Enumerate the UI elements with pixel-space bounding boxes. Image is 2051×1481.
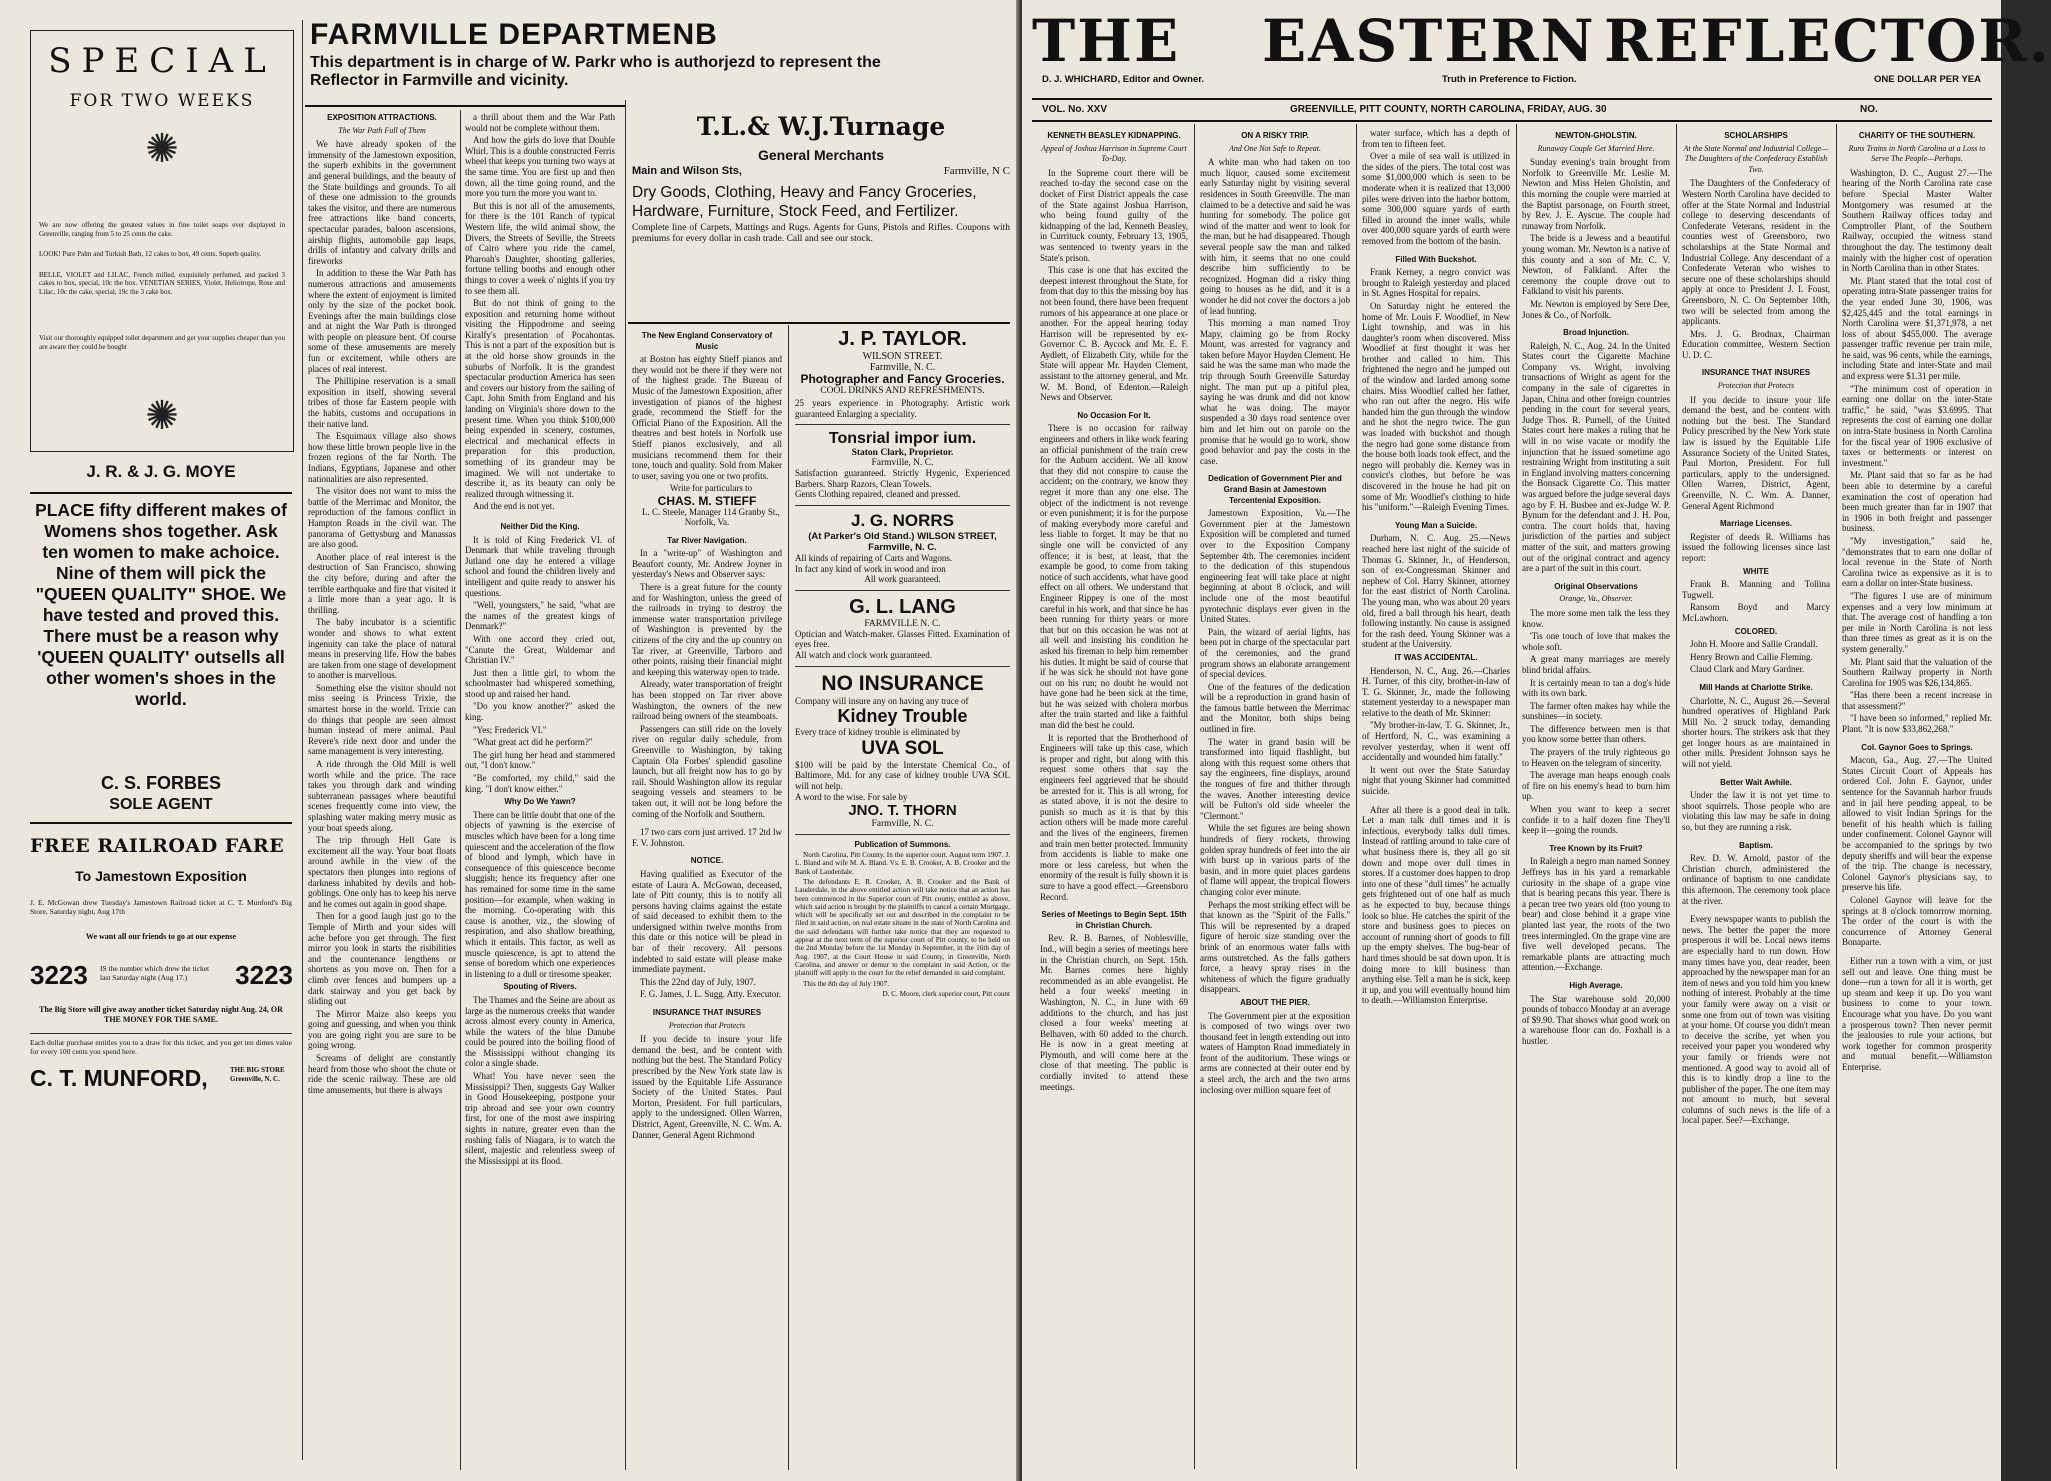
we-want-text: We want all our friends to go at our expense [85, 932, 237, 941]
special-text-2: LOOK! Pure Palm and Turkish Bath, 12 cakes to box, 49 cents. Superb quality. [39, 250, 262, 258]
section-label: COLORED. [1734, 626, 1778, 636]
headline: INSURANCE THAT INSURES [1701, 368, 1811, 378]
paragraph: The bride is a Jewess and a beautiful young woman. Mr. Newton is a native of this county and a son of Mr. C. V. Newton, of Falkland. After the ceremony the couple drove out to Falkland to visit his parents. [1522, 233, 1670, 297]
paragraph: In the Supreme court there will be reached to-day the second case on the docket of First District appeals the case of the State against Joshua Harrison, who being found guilty of the kidnapping of the lad, Kenneth Beasley, in Currituck county, February 13, 1905, was sentenced to twenty years in the State's prison. [1040, 167, 1188, 263]
paragraph: There can be little doubt that one of the objects of yawning is the exercise of muscles which have been for a long time quiescent and the acceleration of the flow of blood and lymph, which have in consequence of this quiescence become sluggish; hence its frequency after one has remained for some time in the same position—for example, when waking in the morning. Co-operating with this cause is another, viz., the slowing of respiration, and also shallow breathing, which it entails. This factor, as well as muscle quiescence, is apt to attend the sense of boredom which one experiences in listening to a dull or tiresome speaker. [465, 809, 615, 979]
headline: CHARITY OF THE SOUTHERN. [1858, 131, 1976, 140]
paragraph: This case is one that has excited the deepest interest throughout the State, for from that day to this the missing boy has not been found, there have been frequent rumors of his appearance at one place or another. For the appeal hearing today Harrison will be represented by ex-Governor C. B. Aycock and Mr. E. F. Aydlett, of Elizabeth City, while for the State will appear Mr. Hayden Clement, assistant to the attorney general, and Mr. W. M. Bond, of Edenton.—Raleigh News and Observer. [1040, 265, 1188, 403]
paragraph: Raleigh, N. C., Aug. 24. In the United States court the Cigarette Machine Company vs. Wright, involving transactions of Wright as agent for the company in the sale of cigarettes in Japan, China and other foreign countries pending in the court for several years, Judge Thos. R. Purnell, of the United States court here makes a ruling that he will in no wise vacate or modify the injunction that he issued sometime ago restraining Wright from instituting a suit in England involving matters concerning the Bonsack Cigarette Co. This matter was argued before the judge several days ago by F. H. Busbee and ex-Judge W. P. Bynum for the defendant and J. H. Pou, contra. The court holds that, having jurisdiction of the parties and subject matter of the suit, and matters growing out of the original contract and agency are a part of the suit in this court. [1522, 340, 1670, 574]
paragraph: This morning a man named Troy Mapy, claiming go be from Rocky Mount, was arrested for vagrancy and taken before Mayor Hayden Clement. He said he was the same man who made the trip through South Greenville Saturday night. The man put up a pitiful plea, saying he was drunk and did not know what he was doing. The mayor suspended a 30 days road sentence over him and let him out on parole on the promise that he would go to work, show good behavior and pay the costs in the case. [1200, 318, 1350, 466]
scholarships-column [1682, 128, 1830, 1473]
special-sub: FOR TWO WEEKS [69, 91, 255, 111]
norris-text-2: In fact any kind of work in wood and iron [795, 563, 946, 574]
turnage-address: Main and Wilson Sts, [632, 165, 742, 177]
paragraph: There is no occasion for railway engineers and others in like work fearing an official punishment of the train crew for the Auburn accident. We all know that they did not conspire to cause the accident; on the contrary, we know they regret it more than any one else. The object of the indictment is not revenge or even punishment; it is for the purpose of making everybody more careful and less liable to forget. It may be that no single one will be convicted of any offence; it is best, at least, that the example be good, to come from taking notice of such accidents, what have good effect on all others. We understand that Engineer Rippey is one of the most careful in his work, and that since he has been running for thirty years or more that but on this occasion he was not at all well and insisting his condition he asked his fireman to help him remember his duties. It might be said of course that if he was sick he should not have gone out on his run; no doubt he would not have gone had he been sick at the time, but he was seized with cholera morbus after the train started and like a faithful man did the best he could. [1040, 423, 1188, 731]
paragraph: Charlotte, N. C., August 26.—Several hundred operatives of Highland Park Mill No. 2 struck today, demanding shorter hours. The strikers ask that they get longer hours as are maintained in other mills. President Johnson says he will not yield. [1682, 695, 1830, 770]
column-rule [302, 20, 303, 1460]
paragraph: It is certainly mean to tan a dog's hide with its own bark. [1522, 677, 1670, 699]
paragraph: "Yes; Frederick VI." [473, 724, 547, 735]
headline: NOTICE. [690, 856, 724, 866]
paragraph: "Be comforted, my child," said the king. "I don't know either." [465, 773, 615, 794]
no-insurance-text: Company will insure any on having any trace of [795, 695, 969, 706]
headline: No Occasion For It. [1077, 410, 1151, 420]
paragraph: Mr. Plant said that the valuation of the Southern Railway property in North Carolina for 1905 was $26,134,865. [1842, 656, 1992, 688]
turnage-city: Farmville, N C [943, 165, 1010, 177]
sunburst-icon: ✺ [145, 393, 179, 438]
staton-city: Farmville, N. C. [871, 458, 934, 469]
turnage-ad [632, 112, 1010, 322]
paragraph: "Well, youngsters," he said, "what are the names of the greatest kings of Denmark?" [465, 600, 615, 632]
risky-trip-column [1200, 128, 1350, 1473]
dollar-purchase-text: Each dollar purchase entitles you to a draw for this ticket, and you get ten dimes value for every 100 cents you spend here. [30, 1038, 292, 1056]
special-text-3: BELLE, VIOLET and LILAC, French milled, exquisitely perfumed, and packed 3 cakes to box, special, 10c the box. VENETIAN SERIES, Violet, Heliotrope, Rose and Lilac, 10c the cake, special, 19c the 3 cake box. [39, 270, 285, 296]
column-rule [1516, 124, 1517, 1469]
farmville-sub: This department is in charge of W. Parkr who is authorjezd to represent the Reflector in Farmville and vicinity. [310, 54, 881, 89]
paragraph: Having qualified as Executor of the estate of Laura A. McGowan, deceased, late of Pitt county, this is to notify all persons having claims against the estate of said deceased to exhibit them to the undersigned within twelve months from this date or this notice will be plead in bar of their recovery. All persons indebted to said estate will please make immediate payment. [632, 868, 782, 975]
paragraph: The trip through Hell Gate is excitement all the way. Your boat floats around awhile in the view of the spectators then plunges into regions of darkness inhabited by devils and hob-goblings. One only has to keep his nerve and he comes out again in good shape. [308, 835, 456, 909]
paragraph: A ride through the Old Mill is well worth while and the price. The race takes you through dark and winding subterranean passages where beautiful scenes frequently come into view, the splashing water making merry music as your boat speeds along. [308, 759, 456, 833]
conservatory-column [632, 328, 782, 1468]
divider [795, 505, 1010, 506]
headline: Dedication of Government Pier and Grand Basin at Jamestown Tercentenial Exposition. [1208, 474, 1342, 505]
sole-agent: SOLE AGENT [109, 796, 213, 813]
stieff-name: CHAS. M. STIEFF [657, 493, 757, 508]
special-text-4: Visit our thoroughly equipped toilet department and get your supplies cheaper than you are aware they could be bought [39, 334, 285, 351]
norris-text-3: All work guaranteed. [864, 574, 941, 585]
divider [628, 322, 1010, 324]
paragraph: Something else the visitor should not miss seeing is Princess Trixie, the smartest horse in the world. Trixie can do things that people are seen almost human instead of mere animal. Paul Revere's ride next door and under the same management is very interesting. [308, 682, 456, 757]
headline: High Average. [1569, 980, 1623, 990]
divider [795, 666, 1010, 667]
buckshot-column [1362, 128, 1510, 1473]
paragraph: Mr. Plant said that so far as he had been able to determine by a careful examination the cost of operation had been much greater than far in 1907 that in 1906 in both freight and passenger business. [1842, 470, 1992, 534]
paragraph: 'Tis one touch of love that makes the whole soft. [1522, 631, 1670, 652]
paragraph: The visitor does not want to miss the battle of the Merrimac and Monitor, the reproduction of the famous conflict in Hampton Roads in the civil war. The panorama of Gettysburg and Manassas are also good. [308, 486, 456, 550]
paragraph: Macon, Ga., Aug. 27.—The United States Circuit Court of Appeals has ordered Col. John F. Gaynor, under sentence for the Savannah harbor frauds and in jail here pending appeal, to be allowed to visit Indian Springs for the benefit of his health which is failing under confinement. Colonel Gaynor will be accompanied to the springs by two deputy sheriffs and will bear the expense of the trip. The change is necessary, Colonel Gaynor's physicians say, to preserve his life. [1842, 755, 1992, 893]
turnage-text: Complete line of Carpets, Mattings and Rugs. Agents for Guns, Pistols and Rifles. Coupons with premiums for every dollar in cash trade. Call and see our stock. [632, 223, 1010, 244]
paragraph: Passengers can still ride on the lovely river on regular daily schedule, from Greenville to Washington, by taking Captain Ola Forbes' splendid gasoline launch, but all freight now has to go by rail. Should Washington allow its regular seagoing vessels and steamers to be taken out, it will not be long before the coming of the Norfolk and Southern. [632, 723, 782, 819]
paragraph: With one accord they cried out, "Canute the Great, Waldemar and Christian IV." [465, 633, 615, 666]
uva-sol-title: UVA SOL [861, 737, 944, 759]
divider [30, 822, 292, 824]
paragraph: The more some men talk the less they know. [1522, 607, 1670, 629]
left-ad-column [30, 30, 295, 1470]
newton-column [1522, 128, 1670, 1473]
headline: ON A RISKY TRIP. [1241, 131, 1309, 140]
subheadline: At the State Normal and Industrial College—The Daughters of the Confederacy Establish Two. [1683, 143, 1829, 174]
subheadline: Runs Trains in North Carolina at a Loss to Serve The People—Perhaps. [1848, 143, 1986, 164]
divider [30, 1033, 292, 1034]
paragraph: In Raleigh a negro man named Sonney Jeffreys has in his yard a remarkable curiosity in the shape of a grape vine that is bearing pecans this year. There is a pecan tree two years old (too young to bear) and close behind it a grape vine planted last year, the roots of the two trees intermingled. On the grape vine are five well developed pecans. The remarkable plants are attracting much attention.—Exchange. [1522, 856, 1670, 973]
turnage-goods: Dry Goods, Clothing, Heavy and Fancy Groceries, Hardware, Furniture, Stock Feed, and Fertilizer. [632, 184, 977, 220]
taylor-name: J. P. TAYLOR. [838, 328, 967, 350]
column-rule [1676, 124, 1677, 1469]
paragraph: The water in grand basin will be transformed into liquid flashlight, but along with this request some others that say the engineers, fine displays, around the tongues of fire and thither through the waves. Another interesting device will be Fulton's old side wheeler the "Clermont." [1200, 736, 1350, 821]
paragraph: Another place of real interest is the destruction of San Francisco, showing the city before, during and after the terrible earthquake and fire that visited it a little more than a year ago. It is thrilling. [308, 551, 456, 615]
headline: Spouting of Rivers. [503, 982, 577, 992]
issue-number: NO. [1860, 104, 1878, 115]
paragraph: Henderson, N. C., Aug. 26.—Charles H. Turner, of this city, brother-in-law of T. G. Skinner, Jr., made the following statement yesterday to a newspaper man relative to the death of Mr. Skinner: [1362, 665, 1510, 718]
subheadline: Protection that Protects [668, 1020, 746, 1030]
kidney-title: Kidney Trouble [837, 706, 968, 727]
paragraph: A white man who had taken on too much liquor, caused some excitement early Saturday night by visiting several residences in South Greenville. The man claimed to be a detective and said he was hunting for somebody. The police got wind of the matter and went to look for the man, but he had disappeared. Though several people saw the man and talked with him, it seems that no one could describe him sufficiently to be recognized. Hogman did a risky thing going to houses as he did, and it is a wonder he did not cover the doctors a job of lead hunting. [1200, 157, 1350, 316]
masthead [1022, 0, 2051, 85]
paragraph: a thrill about them and the War Path would not be complete without them. [465, 112, 615, 133]
paragraph: Frank Kerney, a negro convict was brought to Raleigh yesterday and placed in St. Agnes Hospital for repairs. [1362, 267, 1510, 299]
munford-sub: THE BIG STORE Greenville, N. C. [230, 1066, 285, 1083]
sunburst-icon: ✺ [145, 126, 179, 171]
paragraph: "My brother-in-law, T. G. Skinner, Jr., of Hertford, N. C., was examining a revolver yesterday, when it went off accidentally and wounded him fatally." [1362, 720, 1510, 763]
paragraph: Jamestown Exposition, Va.—The Government pier at the Jamestown Exposition will be completed and turned over to the Exposition Company September 4th. The ceremonies incident to the dedication of this stupendous engineering feat will take place at night beginning at about 8 o'clock, and will include one of the most beautiful pyrotechnic displays ever given in the United States. [1200, 508, 1350, 625]
paragraph: It went out over the State Saturday night that young Skinner had committed suicide. [1362, 764, 1510, 797]
moye-name: J. R. & J. G. MOYE [86, 462, 236, 481]
headline: Better Wait Awhile. [1720, 777, 1792, 787]
paragraph: Write for particulars to [669, 483, 753, 494]
paragraph: If you decide to insure your life demand the best, and be content with nothing but the best. The Standard Policy prescribed by the New York state law is issued by the Equitable Life Assurance Society of the United States. Paul Morton, President. For full particulars, apply to the undersigned. Ollen Warren, District, Agent, Greenville, N. C. Wm. A. Danner, General Agent Richmond [632, 1034, 782, 1140]
paragraph: The Daughters of the Confederacy of Western North Carolina have decided to offer at the State Normal and Industrial college to deserving descendants of Confederate Veterans, resident in the counties west of Greensboro, two scholarships at the State Normal and Industrial College. Any descendant of a Confederate Veteran who wishes to secure one of these scholarships should apply at once to President J. I. Foust, Greensboro, N. C. On September 10th, two will be selected from among the applicants. [1682, 178, 1830, 327]
munford-name: C. T. MUNFORD, [30, 1065, 208, 1091]
paragraph: But do not think of going to the exposition and returning home without visiting the Hippodrome and seeing Kiralfy's presentation of Pocahontas. This is not a part of the exposition but is at the old horse show grounds in the suburbs of Norfolk. It is the grandest spectacular production America has seen and covers our history from the sailing of Capt. John Smith from England and his landing on Virginia's shore down to the present time. When you think $100,000 being expended in scenery, costumes, electrical and mechanical effects in preparation for this production, something of its grandeur may be imagined. We will not undertake to describe it, as its beauty can only be realized through witnessing it. [465, 298, 615, 499]
paragraph: Colonel Gaynor will leave for the springs at 8 o'clock tomorrow morning. The order of the court is with the concurrence of Attorney General Bonaparte. [1842, 894, 1992, 948]
column-rule [460, 110, 461, 1470]
column-rule [788, 325, 789, 1470]
paragraph: This the 8th day of July 1907. [803, 979, 890, 988]
paragraph: The Esquimaux village also shows how these little brown people live in the frozen regions of the far North. The Indians, Egyptians, Japanese and other nationalities are also represented. [308, 431, 456, 484]
norris-sub: (At Parker's Old Stand.) WILSON STREET, Farmville, N. C. [808, 530, 997, 553]
headline: IT WAS ACCIDENTAL. [1394, 652, 1478, 662]
headline: Neither Did the King. [500, 521, 580, 531]
headline: INSURANCE THAT INSURES [652, 1008, 762, 1018]
paragraph: On Saturday night he entered the home of Mr. Louis F. Woodlief, in New Light township, and was in his daughter's room when discovered. Miss Woodlief at first thought it was her brother and called to him. This frightened the negro and he jumped out of the window and larded among some chairs. Miss Woodlief called her father, who ran out after the negro. His wife handed him the gun through the window and he shot the negro twice. The gun was loaded with buckshot and though the negro had gone some distance from the house both loads took effect, and the negro will probably die. Kerney was in convict's clothes, but before he was discovered in the house he had pit on some of Mr. Woodlief's clothing to hide his "uniform."—Raleigh Evening Times. [1362, 300, 1510, 513]
editor-line: D. J. WHICHARD, Editor and Owner. [1042, 74, 1205, 85]
paragraph: Mr. Newton is employed by Sere Dee, Jones & Co., of Norfolk. [1522, 298, 1670, 320]
left-page [0, 0, 1020, 1481]
paragraph: Screams of delight are constantly heard from those who shoot the chute or ride the scenic railway. These are old time amusements, but there is always [308, 1053, 456, 1095]
license-entry: John H. Moore and Sallie Crandall. [1690, 639, 1818, 650]
thorn-city: Farmville, N. C. [871, 819, 934, 830]
farmville-ads-column [795, 328, 1010, 1468]
paragraph: "The figures I use are of minimum expenses and a very low minimum at that. The average cost of handling a ton per mile in North Carolina is not less than three times as great as it is on the system generally." [1842, 590, 1992, 654]
paragraph: Perhaps the most striking effect will be that known as the "Spirit of the Falls." This will be represented by a draped figure of heroic size standing over the brink of an enormous water falls with arms outstretched. As the falls gathers force, a heavy spray rises in the whiteness of which the figure gradually disappears. [1200, 899, 1350, 995]
paragraph: Rev. D. W. Arnold, pastor of the Christian church, administered the ordinance of baptism to one candidate this afternoon. The ceremony took place at the river. [1682, 853, 1830, 906]
no-insurance-title: NO INSURANCE [821, 671, 984, 695]
license-entry: Claud Clark and Mary Gardner. [1690, 664, 1805, 675]
headline: Filled With Buckshot. [1395, 254, 1477, 264]
masthead-eastern: EASTERN [1262, 7, 1596, 75]
paragraph: The girl hung her head and stammered out, "I don't know." [465, 749, 615, 771]
headline: Baptism. [1739, 840, 1773, 850]
volume-line: VOL. No. XXV [1042, 104, 1108, 115]
taylor-drinks: COOL DRINKS AND REFRESHMENTS. [820, 386, 985, 396]
motto-line: Truth in Preference to Fiction. [1442, 74, 1577, 85]
headline: EXPOSITION ATTRACTIONS. [327, 113, 437, 122]
subheadline: Runaway Couple Get Married Here. [1537, 143, 1655, 153]
divider [305, 105, 625, 107]
norris-text: All kinds of repairing of Carts and Wagons. [795, 552, 953, 563]
paragraph: "Do you know another?" asked the king. [465, 701, 615, 723]
headline: Why Do We Yawn? [504, 797, 576, 807]
paragraph: Rev. R. B. Barnes, of Noblesville, Ind., will begin a series of meetings here in the Christian church, on Sept. 15th. Mr. Barnes comes here highly recommended as an able evangelist. He held a four weeks' meeting in Washington, N. C., in June with 69 additions to the church, and has just closed a four weeks' meeting at Belhaven, with 60 added to the church. He is now in a great meeting at Plymouth, and will come here at the close of that meeting. The public is cordially invited to attend these meetings. [1040, 933, 1188, 1092]
paragraph: Register of deeds R. Williams has issued the following licenses since last report: [1682, 531, 1830, 563]
ticket-number-left: 3223 [30, 960, 88, 990]
divider [1032, 120, 1992, 122]
paragraph: We have already spoken of the immensity of the Jamestown exposition, the superb exhibits in the government and general buildings, and the beauty of the State buildings and grounds. To all of these one admission to the grounds takes the visitor, and there are numerous free attractions like band concerts, spectacular parades, baloon ascensions, airship flights, automobile gap leaps, drills of infantry and calvary drills and fireworks [308, 139, 456, 266]
paragraph: One of the features of the dedication will be a reproduction in grand basin of the famous battle between the Merrimac and the Monitor, both ships being outlined in fire. [1200, 681, 1350, 735]
paragraph: The baby incubator is a scientific wonder and shows to what extent ingenuity can take the place of natural means in preserving life. How the babes are taken from one stage of development to another is marvellous. [308, 617, 456, 681]
paragraph: The defendants E. R. Crooker, A. B. Crooker and the Bank of Lauderdale, in the above entitled action will take notice that an action has been commenced in the Superior court of Pitt county, entitled as above, which said action is brought by the plaintiffs to cancel a certain Mortgage, which will be specifically set out and described in the complaint to be filed in said action, on real estate situate in the state of North Carolina and the said defendants will further take notice that they are requested to appear at the next term of the superior court of Pitt county, to be held on the 2nd Monday before the 1st Monday in September, in the 16th day of Aug. 1907, at the Court House in said County, in Greenville, North Carolina, and answer or demur to the complaint in said Action, or the plaintiff will apply to the court for the relief demanded in said complaint. [795, 877, 1010, 978]
headline: SCHOLARSHIPS [1724, 131, 1788, 140]
paragraph: The average man heaps enough coals of fire on his enemy's head to burn him up. [1522, 770, 1670, 802]
license-entry: Frank B. Manning and Tollina Tugwell. [1682, 579, 1830, 600]
paragraph: It is reported that the Brotherhood of Engineers will take up this case, which is proper and right, but along with this request some others that say the engineers feel aggrieved that he should be arrested for it. This is all wrong, for as stated above, it is not the desire to punish so much as it is that by this action others will be made more careful and the lives of the engineers, firemen and train men better protected. Immunity from accidents is liable to make one more or less careless, but when the enormity of the result is fully shown it is sure to have a good effect.—Greensboro Record. [1040, 732, 1188, 902]
forbes-name: C. S. FORBES [100, 773, 221, 793]
paragraph: Durham, N. C. Aug. 25.—News reached here last night of the suicide of Thomas G. Skinner, Jr., of Henderson, son of ex-Congressman Skinner and nephew of Col. Harry Skinner, attorney for the east district of North Carolina. The young man, who was about 20 years old, fired a ball through his heart, death following instantly. No cause is assigned for the rash deed. Young Skinner was a student at the University. [1362, 533, 1510, 650]
paragraph: North Carolina, Pitt County. In the superior court. August term 1907. J. L. Bland and wife M. A. Bland. Vs. E. B. Crooker, A. B. Crooker and the Bank of Lauderdale. [795, 851, 1010, 876]
staton-name: Staton Clark, Proprietor. [851, 448, 954, 459]
paragraph: water surface, which has a depth of from ten to fifteen feet. [1362, 128, 1510, 149]
headline: Tar River Navigation. [667, 535, 747, 545]
taylor-city: Farmville, N. C. [869, 362, 936, 373]
paragraph: The prayers of the truly righteous go to Heaven on the telegram of sincerity. [1522, 747, 1670, 768]
charity-column [1842, 128, 1992, 1473]
special-ad [30, 30, 294, 452]
paragraph: Over a mile of sea wall is utilized in the sides of the piers. The total cost was some $1,000,000 which is seen to be moderate when it is realized that 13,000 piles were driven into the harbor bottom, some 300,000 square yards of earth filled in around the inner walls, while over 400,000 square yards of earth were removed from the bottom of the basin. [1362, 151, 1510, 246]
headline: Broad Injunction. [1563, 328, 1629, 338]
taylor-text: 25 years experience in Photography. Artistic work guaranteed Enlarging a speciality. [795, 398, 1010, 419]
paragraph: The Phillipine reservation is a small exposition in itself, showing several tribes of those far Eastern people with the habits, customs and occupations in their native land. [308, 376, 456, 429]
free-railroad-title: FREE RAILROAD FARE [30, 835, 285, 857]
paragraph: Then for a good laugh just go to the Temple of Mirth and your sides will ache before you get through. The first mirror you look in starts the risibilities and the countenance lengthens or shortens as you move on. Then for a climb over fences and bumpers up a dark stairway and you get back by sliding out [308, 911, 456, 1007]
paragraph: The farmer often makes hay while the sunshines—in society. [1522, 700, 1670, 722]
headline: Mill Hands at Charlotte Strike. [1699, 682, 1813, 692]
subheadline: And One Not Safe to Repeat. [1229, 143, 1321, 153]
thorn-name: JNO. T. THORN [848, 802, 957, 820]
paragraph: Either run a town with a vim, or just sell out and leave. One thing must be done—run a town for all it is worth, get up steam and keep it up. Do you want business to come to your town. Encourage what you have. Do you want a prosperous town? Then never permit the jealousies to rule your actions, but work together for common prosperity and mutual benefit.—Williamston Enterprise. [1842, 955, 1992, 1072]
license-entry: Henry Brown and Callie Fleming. [1690, 651, 1813, 662]
paragraph: Every newspaper wants to publish the news. The better the paper the more prosperous it will be. Local news items are especially hard to run down. How many times have you, dear reader, been approached by the newspaper man for an item of news and you told him you knew nothing of interest. Probably at the time your family were away on a visit or some one from out of town was visiting at your home. Of course you didn't mean to deceive the scribe, yet when you received your paper you wondered why your family or friends were not mentioned. A good way to avoid all of this is to kindly drop a line to the publisher of the paper. The one item may not amount to much, but several columns of such news is the life of a local paper. See?—Exchange. [1682, 914, 1830, 1126]
paragraph: When you want to keep a secret confide it to a half dozen fine They'll keep it—going the rounds. [1522, 804, 1670, 836]
headline: ABOUT THE PIER. [1240, 997, 1310, 1007]
headline: KENNETH BEASLEY KIDNAPPING. [1047, 131, 1181, 140]
paragraph: And how the girls do love that Double Whirl. This is a double constructed Ferris wheel that keeps you turning two ways at the same time. You are first up and then down, all the time going round, and the more you turn the more you want to. [465, 135, 615, 199]
amusements-column [465, 112, 615, 1475]
paragraph: This the 22nd day of July, 1907. [640, 976, 756, 987]
exposition-column [308, 110, 456, 1475]
paragraph: "What great act did he perform?" [473, 737, 593, 748]
special-text-1: We are now offering the greatest values in fine toilet soaps ever displayed in Greenville, ranging from 5 to 25 cents the cake. [39, 221, 285, 238]
lang-city: FARMVILLE N. C. [864, 618, 941, 629]
paragraph: Pain, the wizard of aerial lights, has been put in charge of the spectacular part of the ceremonies, and the grand program shows an elaborate arrangement of special devices. [1200, 626, 1350, 680]
paragraph: The Star warehouse sold 20,000 pounds of tobacco Monday at an average of $9.90. That shows what good work on a warehouse floor can do. Foxhall is a hustler. [1522, 993, 1670, 1046]
license-entry: Ransom Boyd and Marcy McLawhorn. [1682, 602, 1830, 623]
paragraph: 17 two cars corn just arrived. 17 2td lw F. V. Johnston. [632, 827, 782, 848]
paragraph: Under the law it is not yet time to shoot squirrels. Those people who are violating this law may be safe in doing so, but they are running a risk. [1682, 790, 1830, 833]
paragraph: And the end is not yet. [473, 501, 555, 512]
paragraph: A great many marriages are merely blind bridal affairs. [1522, 654, 1670, 675]
paragraph: "I have been so informed," replied Mr. Plant. "It is now $33,862,268." [1842, 713, 1992, 735]
kidney-text: Every trace of kidney trouble is eliminated by [795, 727, 961, 738]
subheadline: Protection that Protects [1717, 381, 1795, 391]
to-jamestown: To Jamestown Exposition [75, 868, 247, 884]
column-rule [1356, 124, 1357, 1469]
tonsorial-name: Tonsrial impor ium. [828, 430, 977, 448]
paragraph: The Government pier at the exposition is composed of two wings over two thousand feet in length extending out into waters of Hampton Road immediately in front of the auditorium. These wings or arms are connected at their outer end by a steel arch, the arch and the two arms inclosing over million square feet of [1200, 1010, 1350, 1095]
paragraph: But this is not all of the amusements, for there is the 101 Ranch of typical Western life, the wild animal show, the Divers, the Streets of Seville, the Streets of Cairo where you ride the camel, Pharoah's Daughter, shooting galleries, fortune telling booths and enough other things to cover a week o' nights if you try to see them all. [465, 200, 615, 296]
masthead-reflector: REFLECTOR. [1604, 7, 2051, 75]
divider [1032, 98, 1992, 100]
paragraph: D. C. Moore, clerk superior court, Pitt count [882, 989, 1010, 998]
paragraph: There is a great future for the county and for Washington, unless the greed of the railroads in trying to destroy the immense water transportation privilege of Washington is prevented by the citizens of the city and the up country on Tar river, at Greenville, Tarboro and other points, raising their financial might and keeping this waterway open to trade. [632, 582, 782, 677]
ticket-text: IS the number which drew the ticket last Saturday night (Aug 17.) [100, 964, 210, 982]
ticket-number-right: 3223 [235, 960, 293, 990]
headline: Tree Known by its Fruit? [1549, 843, 1643, 853]
taylor-street: WILSON STREET. [862, 351, 943, 362]
mcgowan-text: J. E. McGowan drew Tuesday's Jamestown Railroad ticket at C. T. Munford's Big Store, Saturday night, Aug 17th [30, 898, 292, 916]
staton-text: Satisfaction guaranteed. Strictly Hygenic, Experienced Barbers. Sharp Razors, Clean Towels. [795, 468, 1010, 489]
headline: Publication of Summons. [854, 840, 951, 850]
paragraph: While the set figures are being shown hundreds of fiery rockets, throwing golden spray hundreds of feet into the air with burst up in various parts of the basin, and in more quiet places gardens of flame will appear, the tropical flowers changing color ever minute. [1200, 823, 1350, 897]
farmville-header [310, 18, 1010, 108]
divider [795, 834, 1010, 835]
turnage-sub: General Merchants [757, 147, 885, 163]
headline: Marriage Licenses. [1719, 519, 1793, 529]
paragraph: Mrs. J. G. Brodnax, Chairman Education committee, Western Section U. D. C. [1682, 328, 1830, 360]
divider [795, 424, 1010, 425]
dateline: GREENVILLE, PITT COUNTY, NORTH CAROLINA, FRIDAY, AUG. 30 [1290, 104, 1607, 115]
lang-text: Optician and Watch-maker. Glasses Fitted. Examination of eyes free. [795, 628, 1010, 650]
column-rule [1194, 124, 1195, 1469]
farmville-title: FARMVILLE DEPARTMENB [310, 18, 718, 51]
paragraph: After all there is a good deal in talk. Let a man talk dull times and it is infectious, everybody talks dull times. Instead of rattling around to take care of what business there is, they all go sit down and mope over dull times in stores. If a customer does happen to drop into one of these "dull times" he actually gets frightened out of one half as much as he expected to buy, because things look so blue. He catches the spirit of the store and business goes to pieces on account of running short of goods to fill up the empty shelves. The bug-bear of hard times should be sat down upon. It is doing more to kill business than anything else. Tell a man he is sick, keep it up, and you will eventually hound him to death.—Williamston Enterprise. [1362, 804, 1510, 1006]
paragraph: The Thames and the Seine are about as large as the numerous creeks that wander across almost every county in America, while the waters of the blue Danube could be poured into the boiling flood of the Mississippi without changing its color a single shade. [465, 994, 615, 1069]
paragraph: Just then a little girl, to whom the schoolmaster had whispered something, stood up and raised her hand. [465, 667, 615, 699]
lang-text-2: All watch and clock work guaranteed. [795, 649, 932, 660]
masthead-the: THE [1032, 7, 1181, 75]
headline: Series of Meetings to Begin Sept. 15th in Christian Church. [1041, 910, 1187, 930]
column-rule [1836, 124, 1837, 1469]
kidnapping-column [1040, 128, 1188, 1473]
staton-text-2: Gents Clothing repaired, cleaned and pressed. [795, 489, 961, 500]
subheadline: The War Path Full of Them [338, 125, 426, 135]
taylor-business: Photographer and Fancy Groceries. [800, 372, 1005, 386]
paragraph: What! You have never seen the Mississippi? Then, suggests Gay Walker in Good Housekeeping, postpone your trip abroad and see your own country first, for one of the most awe inspiring sights in nature, greater even than the rushing falls of Niagara, is to watch the silent, majestic and relentless sweep of the Mississippi at its flood. [465, 1071, 615, 1166]
headline: Col. Gaynor Goes to Springs. [1861, 742, 1973, 752]
column-rule [625, 100, 626, 1470]
paragraph: If you decide to insure your life demand the best, and be content with nothing but the best. The Standard Policy prescribed by the New York state law is issued by the Equitable Life Assurance Society of the United States, Paul Morton, President. For full particulars, apply to the undersigned. Ollen Warren, District, Agent, Greenville, N. C. Wm. A. Danner, General Agent Richmond [1682, 394, 1830, 511]
uva-sol-text-2: A word to the wise. For sale by [795, 791, 908, 802]
paragraph: The Mirror Maize also keeps you going and guessing, and when you think you are going right you are sure to be going wrong. [308, 1008, 456, 1051]
paragraph: It is told of King Frederick VI. of Denmark that while traveling through Jutland one day he entered a village school and found the children lively and intelligent and quite ready to answer his questions. [465, 534, 615, 598]
divider [795, 590, 1010, 591]
subheadline: Appeal of Joshua Harrison in Supreme Court To-Day. [1041, 143, 1187, 164]
big-store-text: The Big Store will give away another ticket Saturday night Aug. 24, OR THE MONEY FOR THE SAME. [39, 1005, 283, 1024]
queen-quality-ad: PLACE fifty different makes of Womens shos together. Ask ten women to make achoice. Nine of them will pick the "QUEEN QUALITY" SHOE. We have tested and proved this. There must be a reason why 'QUEEN QUALITY' outsells all other women's shoes in the world. [35, 500, 287, 709]
paragraph: In addition to these the War Path has numerous attractions and amusements where the extent of enjoyment is limited only by the size of the pocket book. Evenings after the main buildings close and at night the War Path is thronged with people on pleasure bent. Of course some of these amusements are merely fun or excitement, while others are places of real interest. [308, 268, 456, 374]
section-label: WHITE [1743, 566, 1769, 576]
paragraph: F. G. James, J. L. Sugg. Atty. Executor. [640, 989, 781, 1000]
paragraph: Already, water transportation of freight has been stopped on Tar river above Washington, the owners of the new railroad being owners of the steamboats. [632, 679, 782, 722]
paragraph: Sunday evening's train brought from Norfolk to Greenville Mr. Leslie M. Newton and Miss Helen Gholstin, and this morning the couple were married at the Baptist parsonage, on Fourth street, by Rev. J. E. Ayscue. The couple had runaway from Norfolk. [1522, 157, 1670, 231]
stieff-address: L. C. Steele, Manager 114 Granby St., Norfolk, Va. [642, 506, 780, 528]
headline: Young Man a Suicide. [1394, 520, 1478, 530]
headline: Original Observations [1554, 581, 1638, 591]
turnage-title: T.L.& W.J.Turnage [696, 112, 946, 141]
paragraph: Mr. Plant stated that the total cost of operating intra-State passenger trains for the year ended June 30, 1906, was $2,425,445 and the total earnings in North Carolina were $1,371,978, a net loss of about $455,000. The average passenger traffic revenue per train mile, he said, was 96 cents, while the earnings, including State and inter-State and mail and express were $1.31 per mile. [1842, 275, 1992, 382]
lang-name: G. L. LANG [849, 595, 956, 618]
uva-sol-text: $100 will be paid by the Interstate Chemical Co., of Baltimore, Md. for any case of kidney trouble UVA SOL will not help. [795, 759, 1010, 791]
paragraph: "My investigation," said he, "demonstrates that to earn one dollar of local revenue in the State of North Carolina twice as expensive as it is to earn a dollar on inter-State business. [1842, 535, 1992, 589]
right-page [1022, 0, 2051, 1481]
divider [30, 492, 292, 494]
paragraph: The difference between men is that you know some better than others. [1522, 723, 1670, 745]
price-line: ONE DOLLAR PER YEA [1874, 74, 1981, 85]
headline: The New England Conservatory of Music [641, 331, 773, 351]
paragraph: In a "write-up" of Washington and Beaufort county, Mr. Andrew Joyner in yesterday's News and Observer says: [632, 548, 782, 580]
norris-name: J. G. NORRS [851, 510, 954, 530]
special-title: SPECIAL [48, 41, 276, 81]
paragraph: "The minimum cost of operation in earning one dollar on the inter-State traffic," he said, "was $3.6995. That represents the cost of earning one dollar on intra-State business in North Carolina for the fiscal year of 1906 exclusive of taxes or betterments or interest on investment." [1842, 383, 1992, 468]
paragraph: Washington, D. C., August 27.—The hearing of the North Carolina rate case before Special Master Walter Montgomery was resumed at the Southern Railway offices today and Comptroller Plant, of the Southern Railway, occupied the witness stand throughout the day. The testimony dealt mainly with the higher cost of operation in North Carolina than in other States. [1842, 167, 1992, 274]
paragraph: at Boston has eighty Stieff pianos and they would not be there if they were not of the highest grade. The Bureau of Music of the Jamestown Exposition, after investigation of pianos of the highest grade, recommend the Stieff for the Official Piano of the Exposition. All the theatres and best hotels in Norfolk use Stieff pianos exclusively, and all musicians recommend them for their tone, touch and quality. Sold from Maker to user, saving you one or two profits. [632, 354, 782, 481]
headline: NEWTON-GHOLSTIN. [1555, 131, 1637, 140]
subheadline: Orange, Va., Observer. [1559, 594, 1633, 604]
paragraph: "Has there been a recent increase in that assessment?" [1842, 690, 1992, 711]
